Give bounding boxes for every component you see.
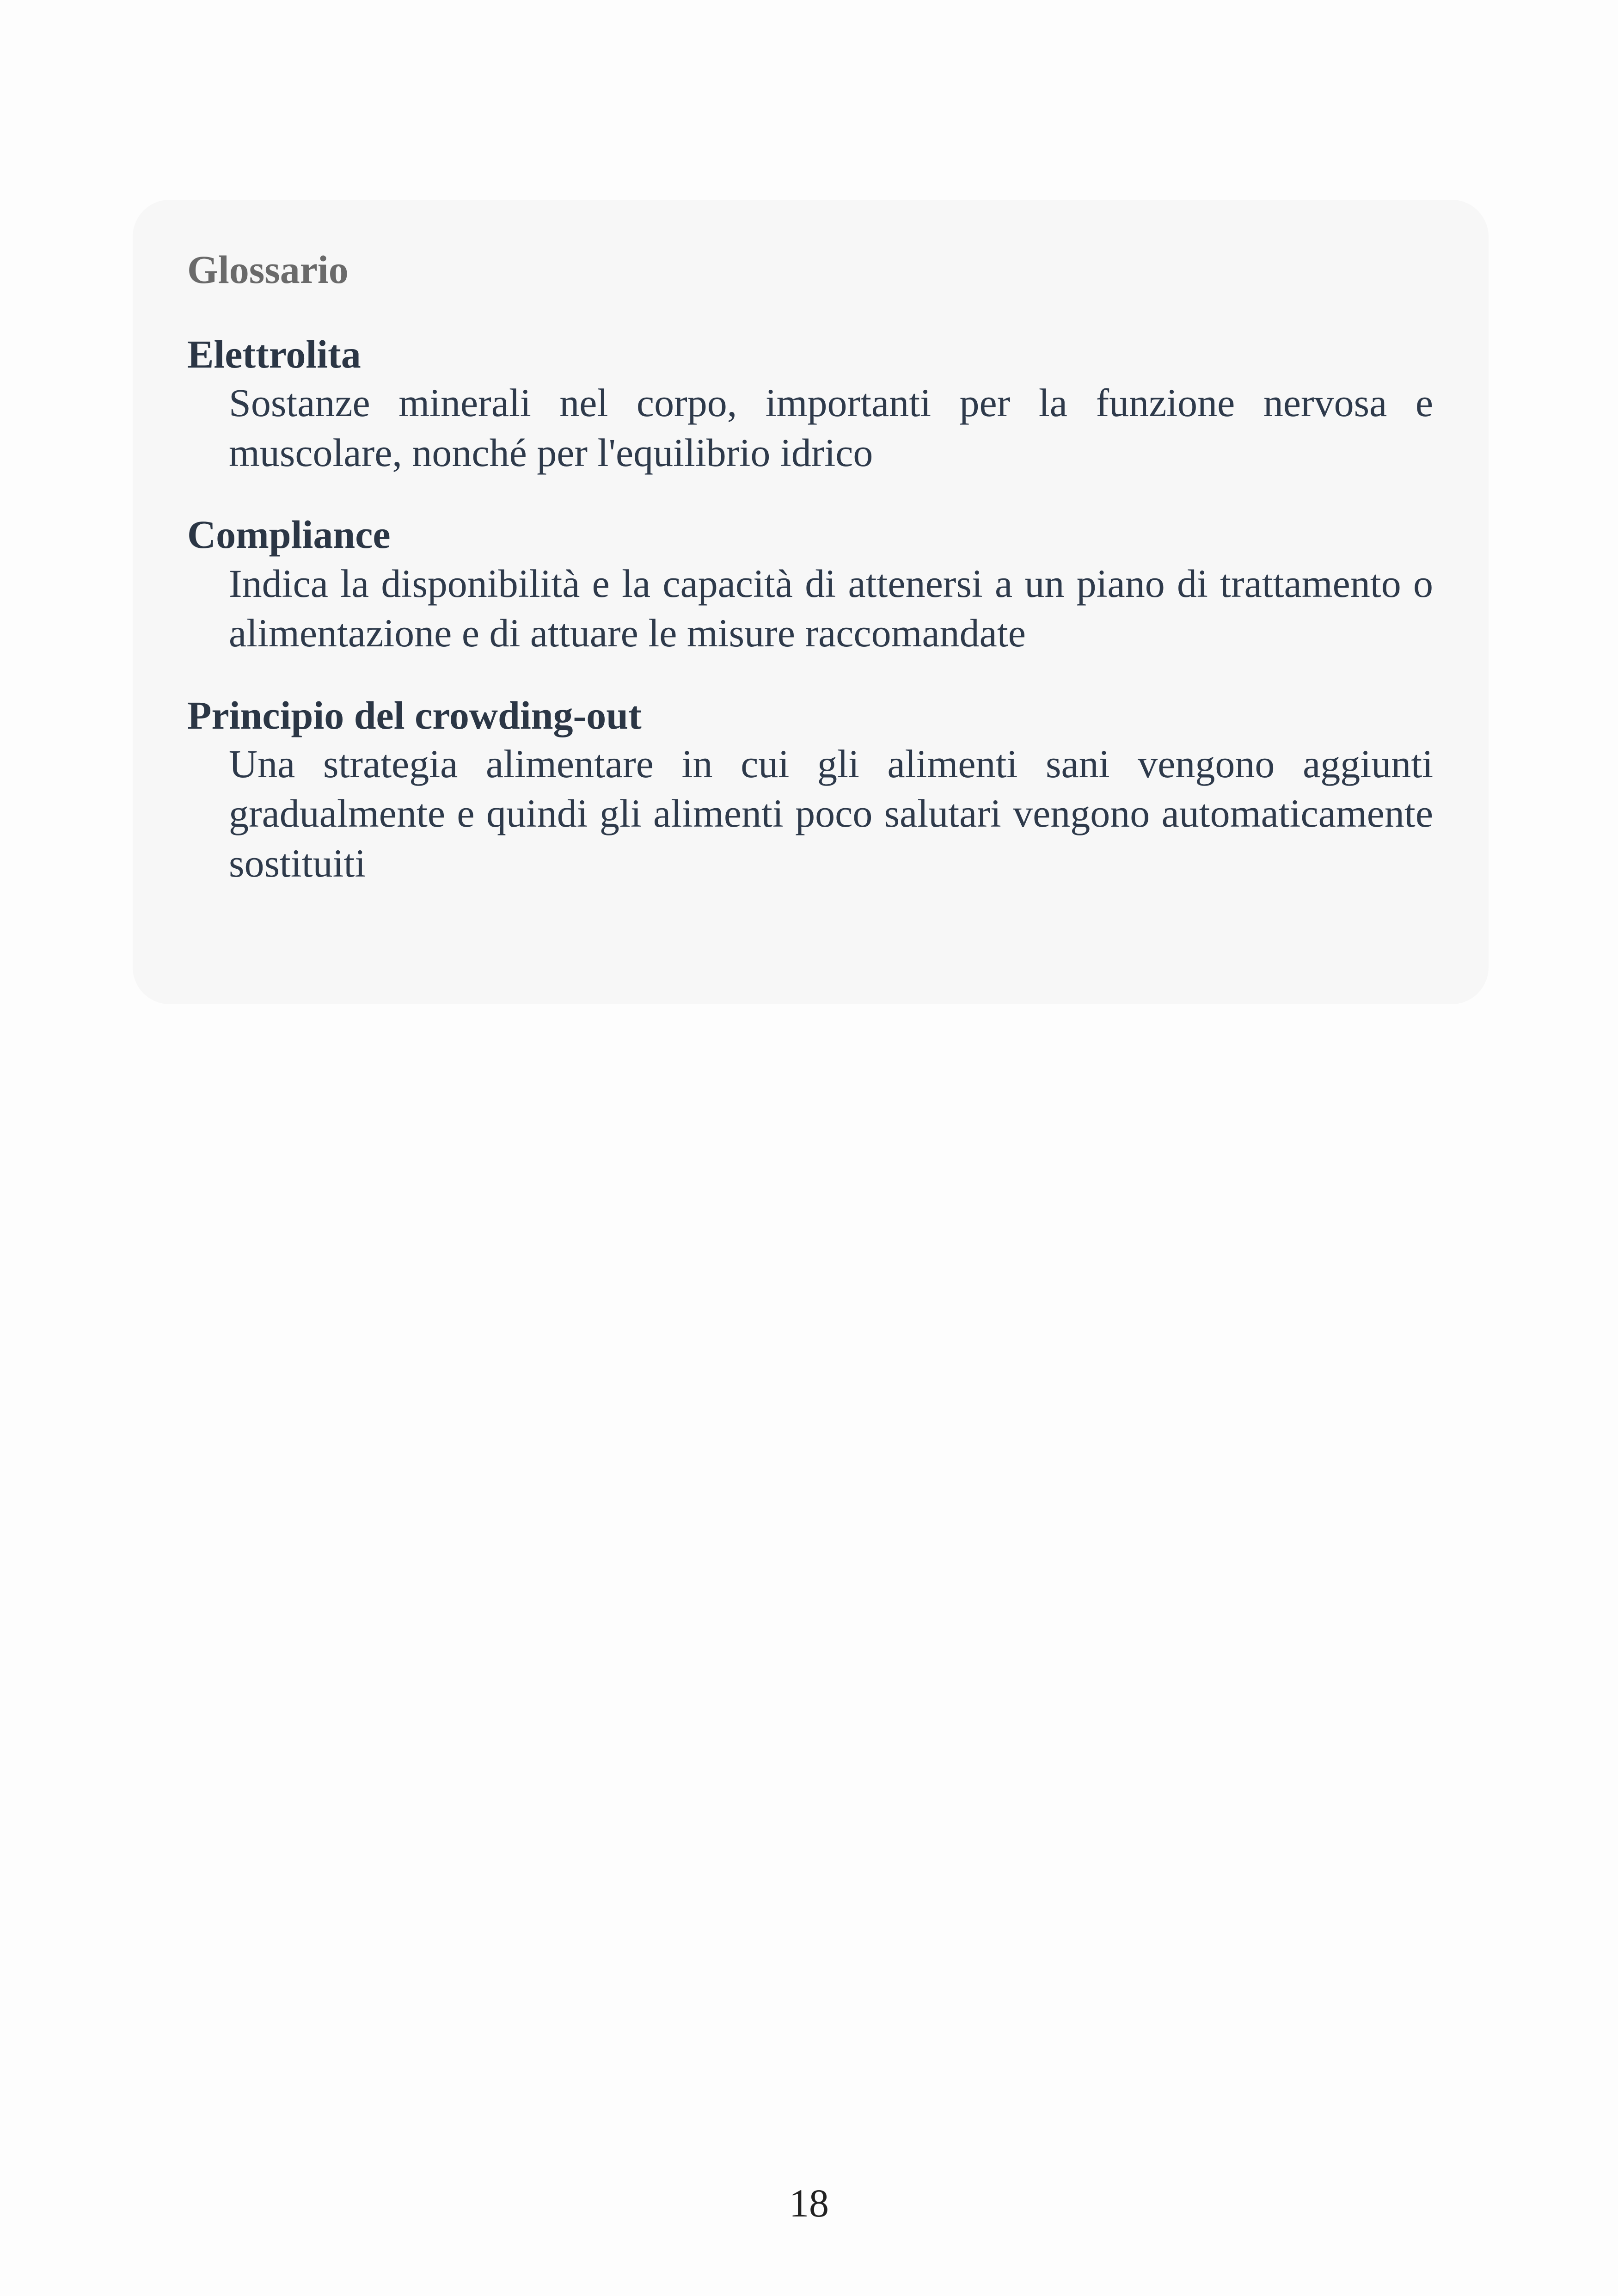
glossary-term: Elettrolita xyxy=(187,332,361,377)
glossary-title: Glossario xyxy=(187,247,349,292)
glossary-definition: Indica la disponibilità e la capacità di attenersi a un piano di trattamento o alimentazione e di attuare le misure raccomandate xyxy=(229,561,1433,656)
glossary-entry xyxy=(187,331,1433,478)
glossary-entry xyxy=(187,511,1433,658)
page-number: 18 xyxy=(789,2181,829,2225)
glossary-definition: Una strategia alimentare in cui gli alimenti sani vengono aggiunti gradualmente e quindi gli alimenti poco salutari vengono automaticamente sostituiti xyxy=(229,741,1433,885)
glossary-term: Principio del crowding-out xyxy=(187,693,642,737)
glossary-box xyxy=(133,200,1489,1004)
glossary-definition: Sostanze minerali nel corpo, importanti per la funzione nervosa e muscolare, nonché per l'equilibrio idrico xyxy=(229,381,1433,475)
glossary-term: Compliance xyxy=(187,512,391,557)
glossary-entry xyxy=(187,692,1433,889)
